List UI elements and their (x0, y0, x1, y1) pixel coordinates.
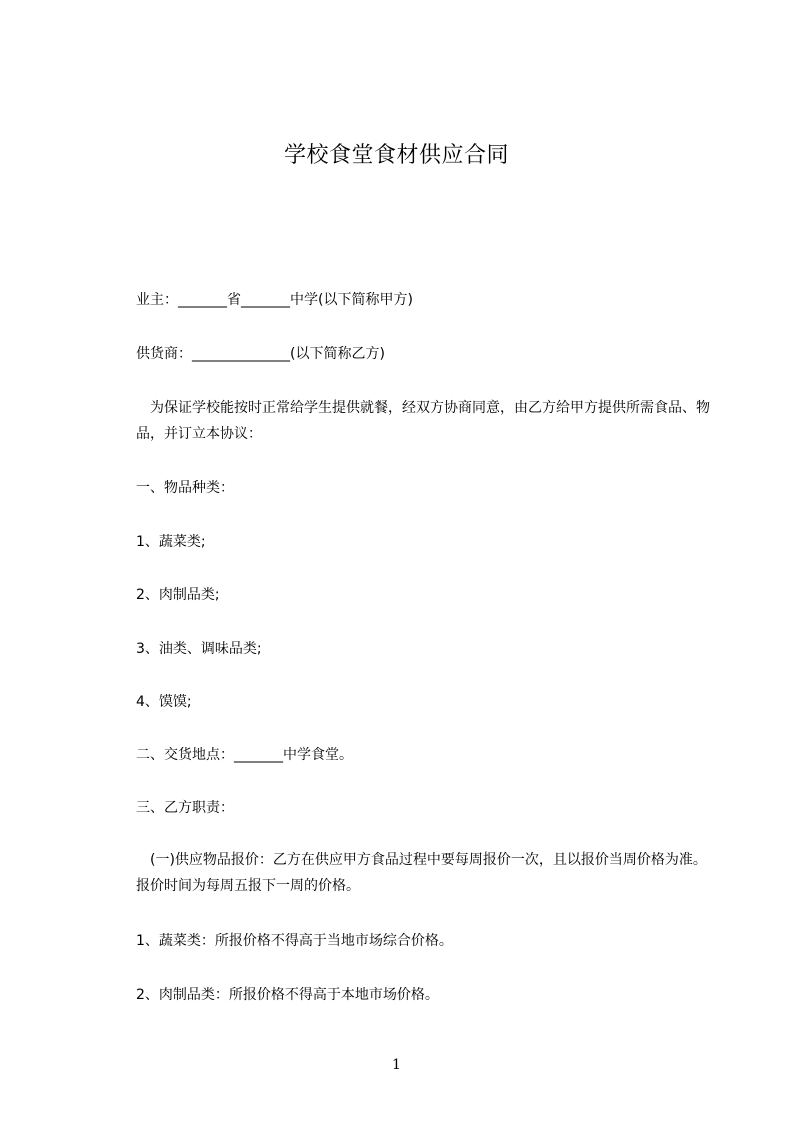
intro-paragraph: 为保证学校能按时正常给学生提供就餐，经双方协商同意，由乙方给甲方提供所需食品、物品，并订立本协议： (136, 400, 710, 442)
list-item: 1、蔬菜类：所报价格不得高于当地市场综合价格。 (136, 933, 453, 949)
document-title: 学校食堂食材供应合同 (283, 143, 509, 168)
section-heading-item-types: 一、物品种类： (136, 480, 234, 496)
page-number: 1 (392, 1057, 401, 1073)
list-item: 4、馍馍; (136, 694, 192, 710)
list-item: 2、肉制品类：所报价格不得高于本地市场价格。 (136, 987, 439, 1003)
list-item: 3、油类、调味品类; (136, 641, 262, 657)
section-heading-party-b-duties: 三、乙方职责： (136, 800, 234, 816)
clause-paragraph: (一)供应物品报价：乙方在供应甲方食品过程中要每周报价一次，且以报价当周价格为准。报价时间为每周五报下一周的价格。 (136, 852, 707, 894)
list-item: 1、蔬菜类; (136, 534, 206, 550)
owner-line: 业主：_______省_______中学(以下简称甲方) (136, 292, 413, 308)
list-item: 2、肉制品类; (136, 587, 220, 603)
section-heading-delivery-location: 二、交货地点：_______中学食堂。 (136, 747, 353, 763)
supplier-line: 供货商：______________(以下简称乙方) (136, 346, 385, 362)
